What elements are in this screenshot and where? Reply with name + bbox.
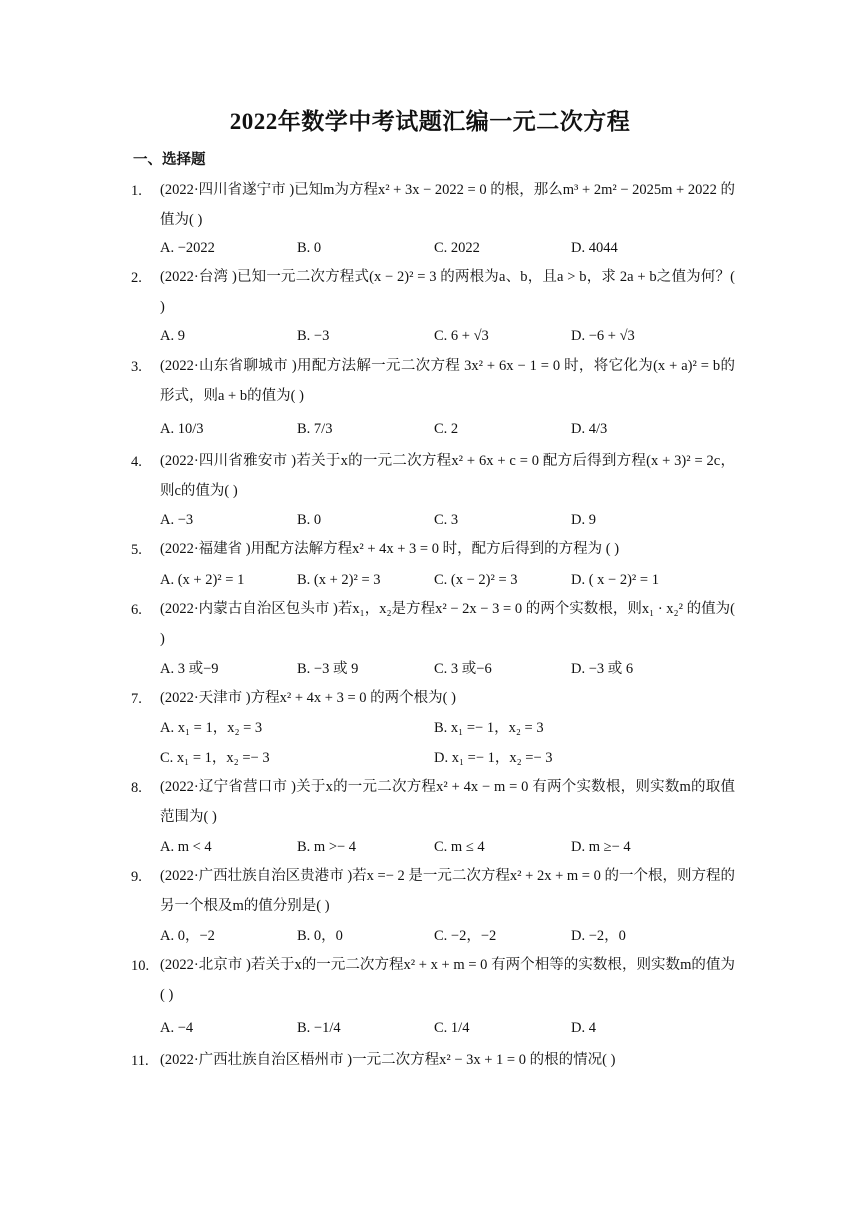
question-stem: (2022·福建省 )用配方法解方程x² + 4x + 3 = 0 时，配方后得到的方程为 ( ) [160, 541, 620, 557]
options-row [160, 654, 735, 684]
question-stem: (2022·辽宁省营口市 )关于x的一元二次方程x² + 4x − m = 0 有两个实数根，则实数m的取值范围为( ) [160, 779, 735, 825]
question-number: 3. [131, 359, 142, 375]
question-number: 1. [131, 183, 142, 199]
question-number: 8. [131, 780, 142, 796]
option-b: B. −3 [297, 328, 330, 344]
options-row [160, 921, 735, 951]
option-b: B. 0，0 [297, 928, 343, 944]
question-stem: (2022·四川省雅安市 )若关于x的一元二次方程x² + 6x + c = 0 配方后得到方程(x + 3)² = 2c，则c的值为( ) [160, 453, 735, 499]
option-d: D. −3 或 6 [571, 661, 634, 677]
option-a: A. 0，−2 [160, 928, 215, 944]
option-a: A. x₁ = 1，x₂ = 3 [160, 720, 263, 736]
option-a: A. −3 [160, 512, 194, 528]
option-c: C. m ≤ 4 [434, 839, 485, 855]
option-b: B. 7/3 [297, 421, 333, 437]
option-b: B. (x + 2)² = 3 [297, 572, 381, 588]
options-row [160, 743, 735, 773]
question-number: 11. [131, 1053, 149, 1069]
question-stem: (2022·四川省遂宁市 )已知m为方程x² + 3x − 2022 = 0 的根，那么m³ + 2m² − 2025m + 2022 的值为( ) [160, 182, 735, 228]
question-number: 7. [131, 691, 142, 707]
options-row [160, 321, 735, 351]
question-number: 9. [131, 869, 142, 885]
option-b: B. −3 或 9 [297, 661, 359, 677]
question-stem: (2022·山东省聊城市 )用配方法解一元二次方程 3x² + 6x − 1 = 0 时，将它化为(x + a)² = b的形式，则a + b的值为( ) [160, 358, 735, 404]
option-c: C. 2 [434, 421, 459, 437]
option-c: C. 2022 [434, 240, 480, 256]
option-a: A. 9 [160, 328, 185, 344]
question-number: 5. [131, 542, 142, 558]
page-title: 2022年数学中考试题汇编一元二次方程 [229, 109, 631, 134]
question-number: 2. [131, 270, 142, 286]
option-c: C. 1/4 [434, 1020, 470, 1036]
option-b: B. m >− 4 [297, 839, 357, 855]
option-d: D. −2，0 [571, 928, 626, 944]
option-c: C. 6 + √3 [434, 328, 489, 344]
option-a: A. −2022 [160, 240, 215, 256]
option-b: B. 0 [297, 240, 322, 256]
option-b: B. −1/4 [297, 1020, 341, 1036]
option-c: C. x₁ = 1，x₂ =− 3 [160, 750, 270, 766]
options-row [160, 414, 735, 444]
option-a: A. 3 或−9 [160, 661, 219, 677]
options-row [160, 713, 735, 743]
option-c: C. 3 [434, 512, 459, 528]
question-number: 6. [131, 602, 142, 618]
option-c: C. −2，−2 [434, 928, 497, 944]
question-stem: (2022·天津市 )方程x² + 4x + 3 = 0 的两个根为( ) [160, 690, 456, 706]
options-row [160, 1013, 735, 1043]
option-d: D. 9 [571, 512, 596, 528]
section-heading: 一、选择题 [133, 152, 206, 168]
options-row [160, 565, 735, 595]
option-a: A. 10/3 [160, 421, 204, 437]
options-row [160, 233, 735, 263]
options-row [160, 832, 735, 862]
options-row [160, 505, 735, 535]
question-stem: (2022·台湾 )已知一元二次方程式(x − 2)² = 3 的两根为a、b，且a > b，求 2a + b之值为何？( ) [160, 269, 735, 315]
option-a: A. (x + 2)² = 1 [160, 572, 245, 588]
question-number: 10. [131, 958, 150, 974]
question-stem: (2022·广西壮族自治区梧州市 )一元二次方程x² − 3x + 1 = 0 的根的情况( ) [160, 1052, 616, 1068]
question-stem: (2022·北京市 )若关于x的一元二次方程x² + x + m = 0 有两个相等的实数根，则实数m的值为( ) [160, 957, 735, 1003]
option-d: D. −6 + √3 [571, 328, 635, 344]
option-d: D. x₁ =− 1，x₂ =− 3 [434, 750, 553, 766]
option-a: A. m < 4 [160, 839, 212, 855]
question-number: 4. [131, 454, 142, 470]
option-b: B. x₁ =− 1，x₂ = 3 [434, 720, 544, 736]
question-stem: (2022·广西壮族自治区贵港市 )若x =− 2 是一元二次方程x² + 2x + m = 0 的一个根，则方程的另一个根及m的值分别是( ) [160, 868, 735, 914]
option-d: D. 4 [571, 1020, 596, 1036]
option-b: B. 0 [297, 512, 322, 528]
option-c: C. 3 或−6 [434, 661, 492, 677]
option-d: D. m ≥− 4 [571, 839, 631, 855]
option-a: A. −4 [160, 1020, 194, 1036]
question-stem: (2022·内蒙古自治区包头市 )若x₁，x₂是方程x² − 2x − 3 = 0 的两个实数根，则x₁ · x₂² 的值为( ) [160, 601, 735, 647]
option-d: D. 4/3 [571, 421, 608, 437]
option-d: D. 4044 [571, 240, 618, 256]
option-c: C. (x − 2)² = 3 [434, 572, 518, 588]
option-d: D. ( x − 2)² = 1 [571, 572, 659, 588]
